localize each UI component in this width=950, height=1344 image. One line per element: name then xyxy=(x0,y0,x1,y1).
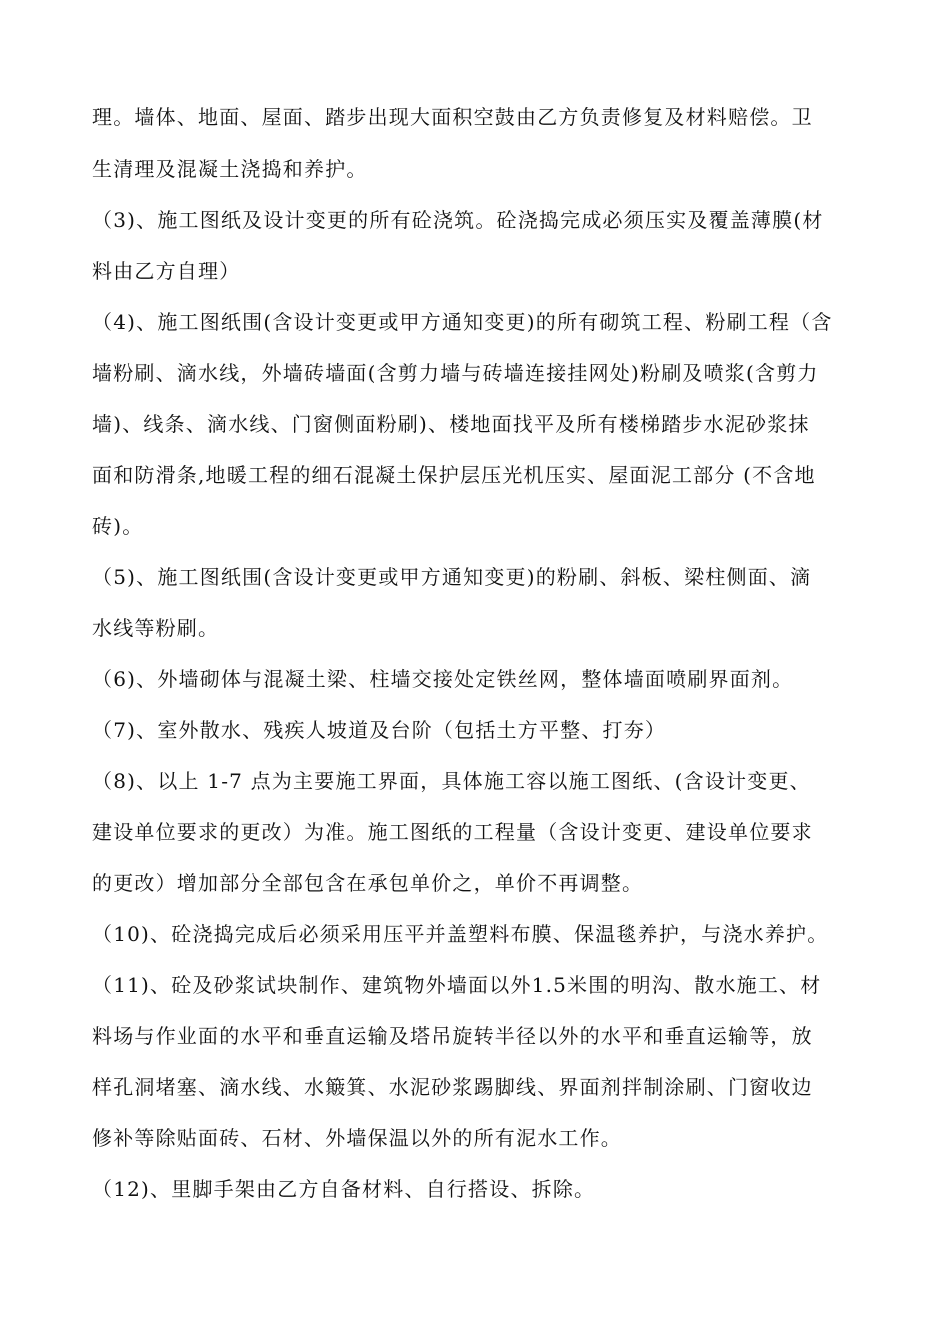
paragraph-item-8: （8)、以上 1-7 点为主要施工界面，具体施工容以施工图纸、(含设计变更、 xyxy=(92,769,811,793)
paragraph-item-12: （12)、里脚手架由乙方自备材料、自行搭设、拆除。 xyxy=(92,1177,596,1201)
paragraph-item-4: （4)、施工图纸围(含设计变更或甲方通知变更)的所有砌筑工程、粉刷工程（含 xyxy=(92,310,833,334)
paragraph-item-6: （6)、外墙砌体与混凝土梁、柱墙交接处定铁丝网，整体墙面喷刷界面剂。 xyxy=(92,667,794,691)
text-line: 的更改）增加部分全部包含在承包单价之，单价不再调整。 xyxy=(92,871,644,895)
text-line: 料场与作业面的水平和垂直运输及塔吊旋转半径以外的水平和垂直运输等，放 xyxy=(92,1024,813,1048)
text-line: 墙)、线条、滴水线、门窗侧面粉刷)、楼地面找平及所有楼梯踏步水泥砂浆抹 xyxy=(92,412,810,436)
paragraph-item-3: （3)、施工图纸及设计变更的所有砼浇筑。砼浇捣完成必须压实及覆盖薄膜(材 xyxy=(92,208,824,232)
paragraph-item-10: （10)、砼浇捣完成后必须采用压平并盖塑料布膜、保温毯养护，与浇水养护。 xyxy=(92,922,829,946)
text-line: 样孔洞堵塞、滴水线、水簸箕、水泥砂浆踢脚线、界面剂拌制涂刷、门窗收边 xyxy=(92,1075,813,1099)
text-line: 墙粉刷、滴水线，外墙砖墙面(含剪力墙与砖墙连接挂网处)粉刷及喷浆(含剪力 xyxy=(92,361,819,385)
text-line: 修补等除贴面砖、石材、外墙保温以外的所有泥水工作。 xyxy=(92,1126,622,1150)
text-line: 生清理及混凝土浇捣和养护。 xyxy=(92,157,368,181)
paragraph-item-11: （11)、砼及砂浆试块制作、建筑物外墙面以外1.5米围的明沟、散水施工、材 xyxy=(92,973,822,997)
text-line: 理。墙体、地面、屋面、踏步出现大面积空鼓由乙方负责修复及材料赔偿。卫 xyxy=(92,105,813,129)
text-line: 料由乙方自理） xyxy=(92,259,241,283)
text-line: 水线等粉刷。 xyxy=(92,616,220,640)
paragraph-item-5: （5)、施工图纸围(含设计变更或甲方通知变更)的粉刷、斜板、梁柱侧面、滴 xyxy=(92,565,812,589)
text-line: 建设单位要求的更改）为准。施工图纸的工程量（含设计变更、建设单位要求 xyxy=(92,820,813,844)
paragraph-item-7: （7)、室外散水、残疾人坡道及台阶（包括土方平整、打夯） xyxy=(92,718,667,742)
text-line: 砖)。 xyxy=(92,514,144,538)
text-line: 面和防滑条,地暖工程的细石混凝土保护层压光机压实、屋面泥工部分 (不含地 xyxy=(92,463,816,487)
